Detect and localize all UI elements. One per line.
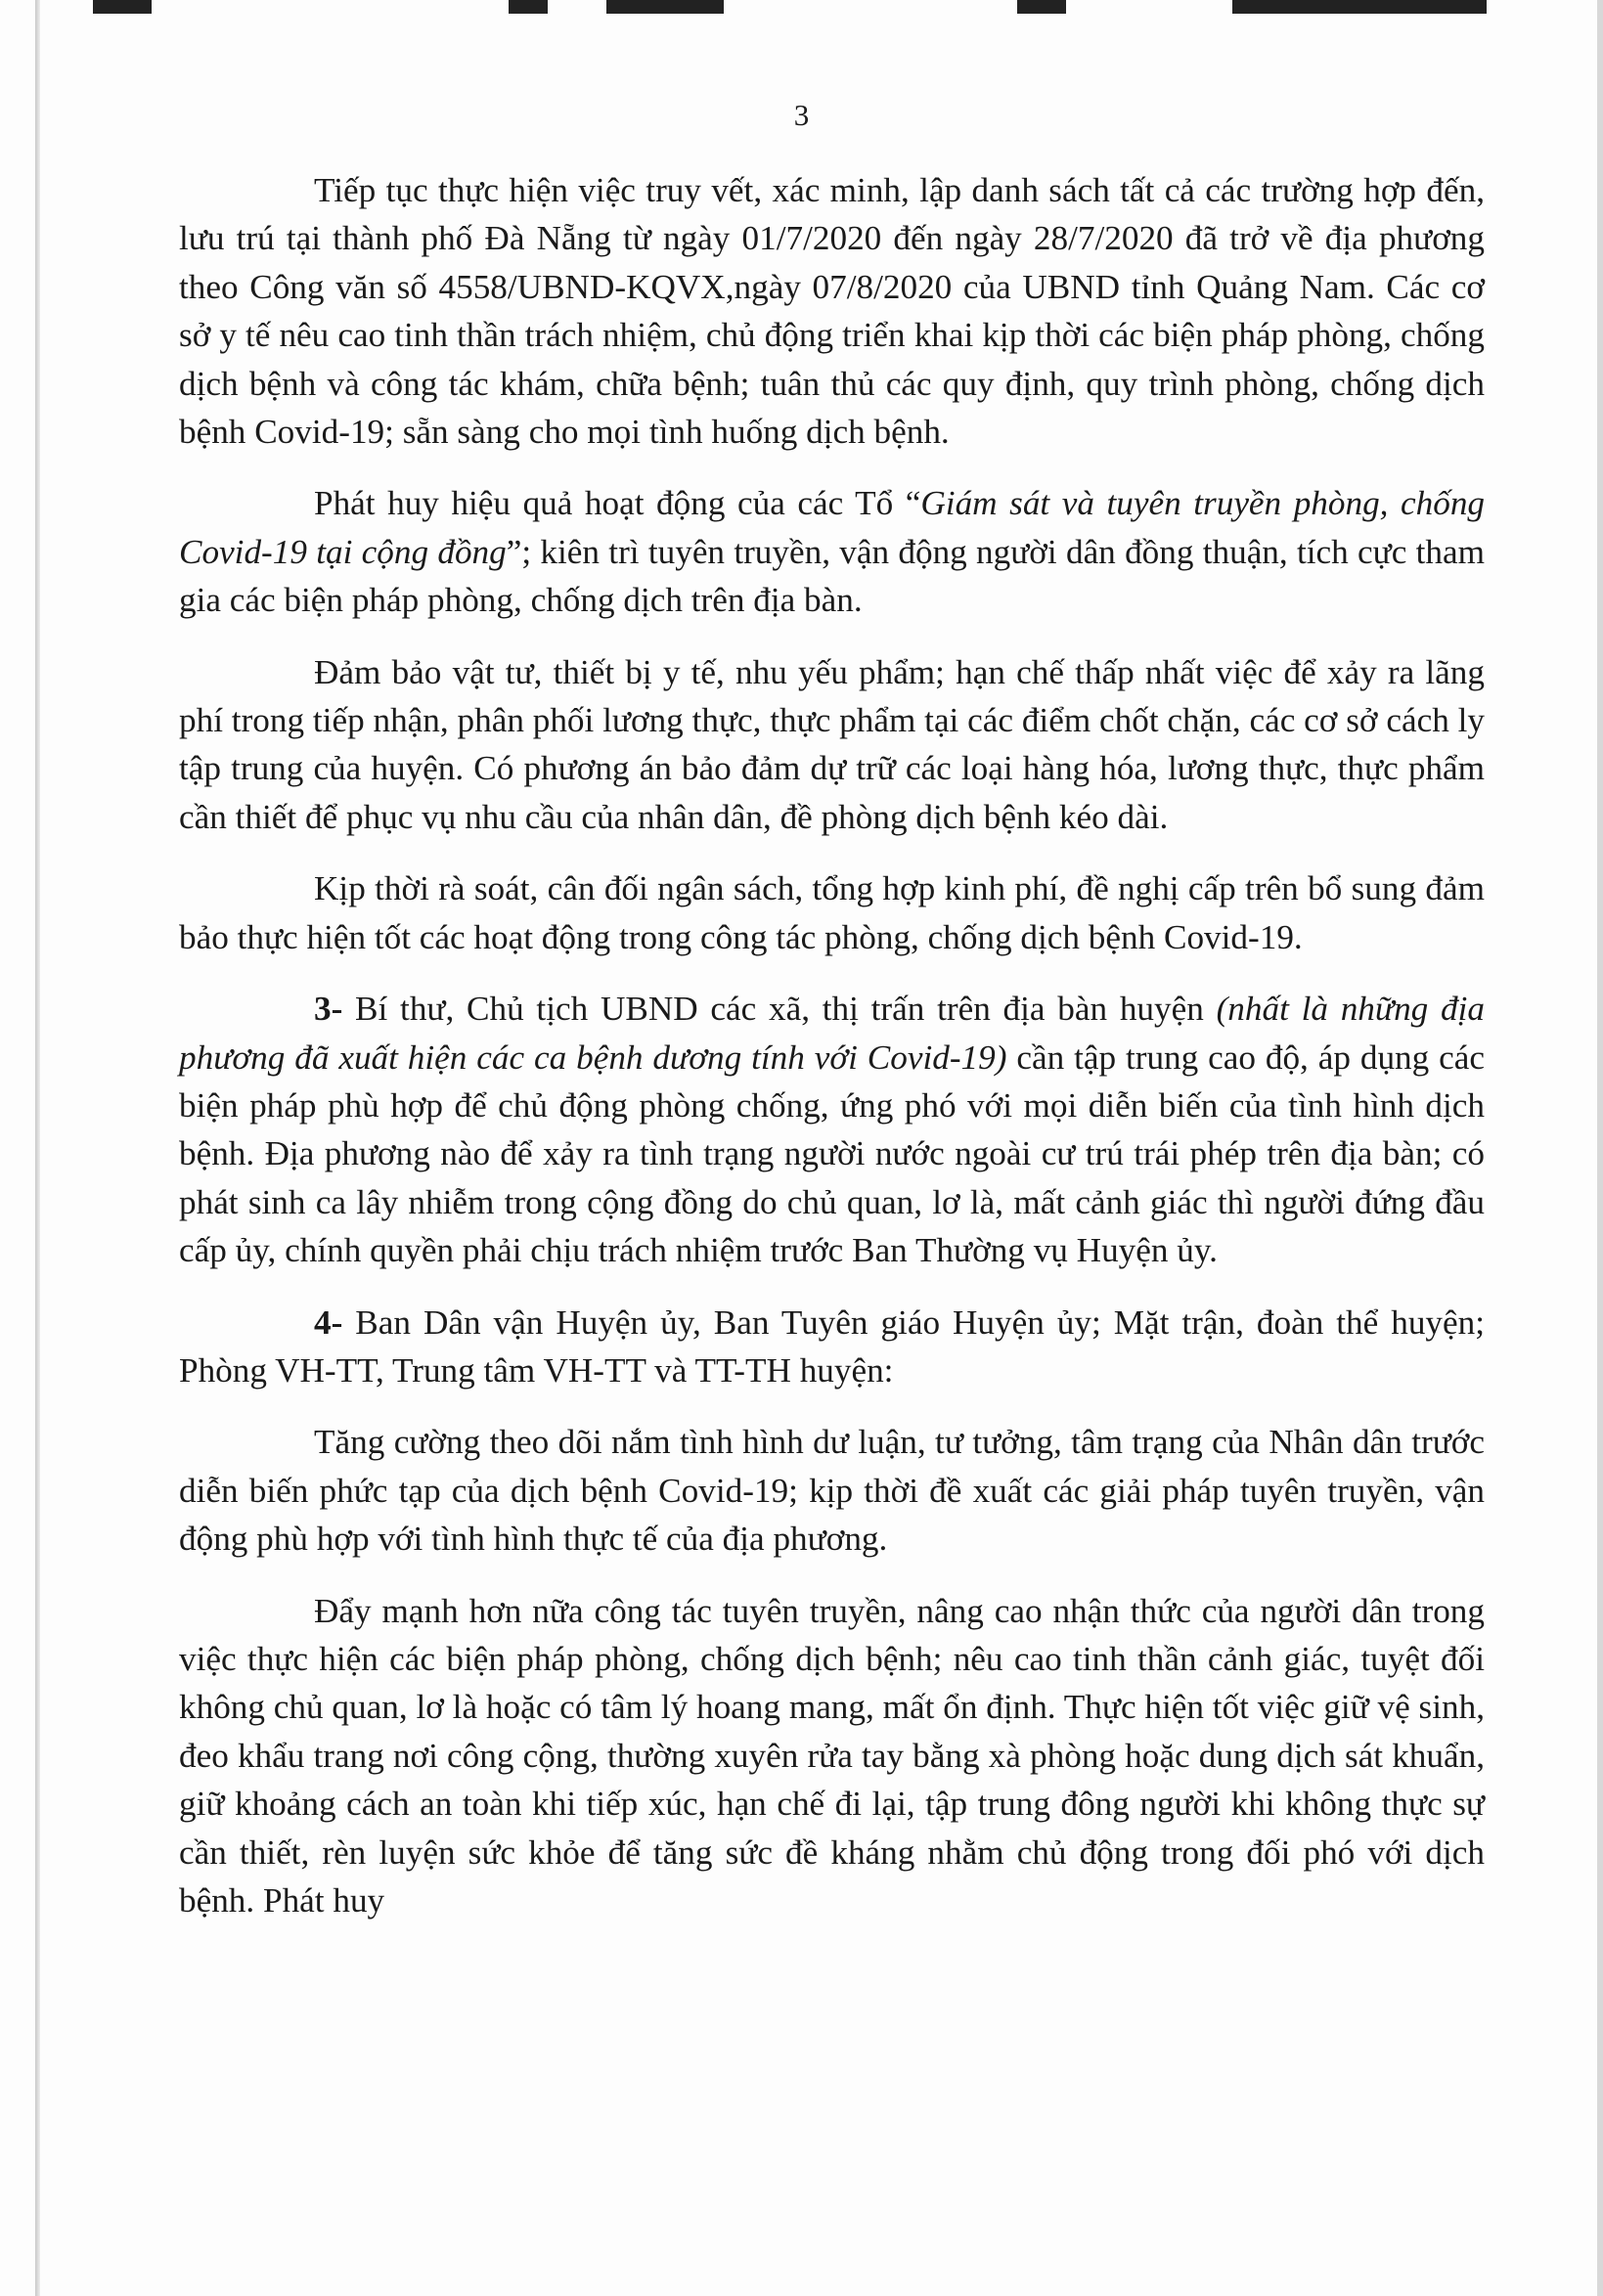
paragraph-contact-tracing: Tiếp tục thực hiện việc truy vết, xác minh, lập danh sách tất cả các trường hợp đến, lưu trú tại thành phố Đà Nẵng từ ngày 01/7/2020 đến ngày 28/7/2020 đã trở về địa phương theo Công văn số 4558/UBND-KQVX,ngày 07/8/2020 của UBND tỉnh Quảng Nam. Các cơ sở y tế nêu cao tinh thần trách nhiệm, chủ động triển khai kịp thời các biện pháp phòng, chống dịch bệnh và công tác khám, chữa bệnh; tuân thủ các quy định, quy trình phòng, chống dịch bệnh Covid-19; sẵn sàng cho mọi tình huống dịch bệnh. (179, 171, 1485, 452)
document-body (179, 166, 1485, 1924)
scan-edge-left (35, 0, 40, 2296)
scan-top-mark (1232, 0, 1487, 14)
scan-top-mark (93, 0, 152, 14)
paragraph-propaganda: Đẩy mạnh hơn nữa công tác tuyên truyền, nâng cao nhận thức của người dân trong việc thực hiện các biện pháp phòng, chống dịch bệnh; nêu cao tinh thần cảnh giác, tuyệt đối không chủ quan, lơ là hoặc có tâm lý hoang mang, mất ổn định. Thực hiện tốt việc giữ vệ sinh, đeo khẩu trang nơi công cộng, thường xuyên rửa tay bằng xà phòng hoặc dung dịch sát khuẩn, giữ khoảng cách an toàn khi tiếp xúc, hạn chế đi lại, tập trung đông người khi không thực sự cần thiết, rèn luyện sức khỏe để tăng sức đề kháng nhằm chủ động trong đối phó với dịch bệnh. Phát huy (179, 1591, 1485, 1920)
paragraph-italic-text: Giám sát và tuyên truyền phòng, chống Covid-19 tại cộng đồng (179, 484, 1486, 571)
section-number: 4- (314, 1303, 343, 1342)
scan-edge-right (1597, 0, 1603, 2296)
paragraph-public-opinion: Tăng cường theo dõi nắm tình hình dư luận, tư tưởng, tâm trạng của Nhân dân trước diễn biến phức tạp của dịch bệnh Covid-19; kịp thời đề xuất các giải pháp tuyên truyền, vận động phù hợp với tình hình thực tế của địa phương. (179, 1423, 1485, 1559)
paragraph-medical-supplies: Đảm bảo vật tư, thiết bị y tế, nhu yếu phẩm; hạn chế thấp nhất việc để xảy ra lãng phí trong tiếp nhận, phân phối lương thực, thực phẩm tại các điểm chốt chặn, các cơ sở cách ly tập trung của huyện. Có phương án bảo đảm dự trữ các loại hàng hóa, lương thực, thực phẩm cần thiết để phục vụ nhu cầu của nhân dân, đề phòng dịch bệnh kéo dài. (179, 652, 1485, 836)
paragraph-text: ”; kiên trì tuyên truyền, vận động người dân đồng thuận, tích cực tham gia các biện pháp phòng, chống dịch trên địa bàn. (179, 532, 1485, 620)
paragraph-supervision-teams (179, 479, 1485, 624)
paragraph-section-4 (179, 1299, 1485, 1395)
page-number: 3 (793, 98, 810, 132)
section-number: 3- (314, 990, 343, 1029)
paragraph-section-3 (179, 985, 1485, 1274)
paragraph-text: Phát huy hiệu quả hoạt động của các Tổ “ (314, 484, 921, 523)
paragraph-italic-text: (nhất là những địa phương đã xuất hiện các ca bệnh dương tính với Covid-19) (179, 990, 1485, 1077)
scan-top-mark (1017, 0, 1066, 14)
paragraph-budget-review: Kịp thời rà soát, cân đối ngân sách, tổng hợp kinh phí, đề nghị cấp trên bổ sung đảm bảo thực hiện tốt các hoạt động trong công tác phòng, chống dịch bệnh Covid-19. (179, 869, 1485, 956)
paragraph-text: Bí thư, Chủ tịch UBND các xã, thị trấn trên địa bàn huyện (342, 990, 1217, 1029)
paragraph-text: Ban Dân vận Huyện ủy, Ban Tuyên giáo Huyện ủy; Mặt trận, đoàn thể huyện; Phòng VH-TT, Trung tâm VH-TT và TT-TH huyện: (179, 1303, 1485, 1390)
paragraph-text: cần tập trung cao độ, áp dụng các biện pháp phù hợp để chủ động phòng chống, ứng phó với mọi diễn biến của tình hình dịch bệnh. Địa phương nào để xảy ra tình trạng người nước ngoài cư trú trái phép trên địa bàn; có phát sinh ca lây nhiễm trong cộng đồng do chủ quan, lơ là, mất cảnh giác thì người đứng đầu cấp ủy, chính quyền phải chịu trách nhiệm trước Ban Thường vụ Huyện ủy. (179, 1038, 1485, 1270)
scan-top-mark (509, 0, 548, 14)
scan-top-mark (606, 0, 724, 14)
